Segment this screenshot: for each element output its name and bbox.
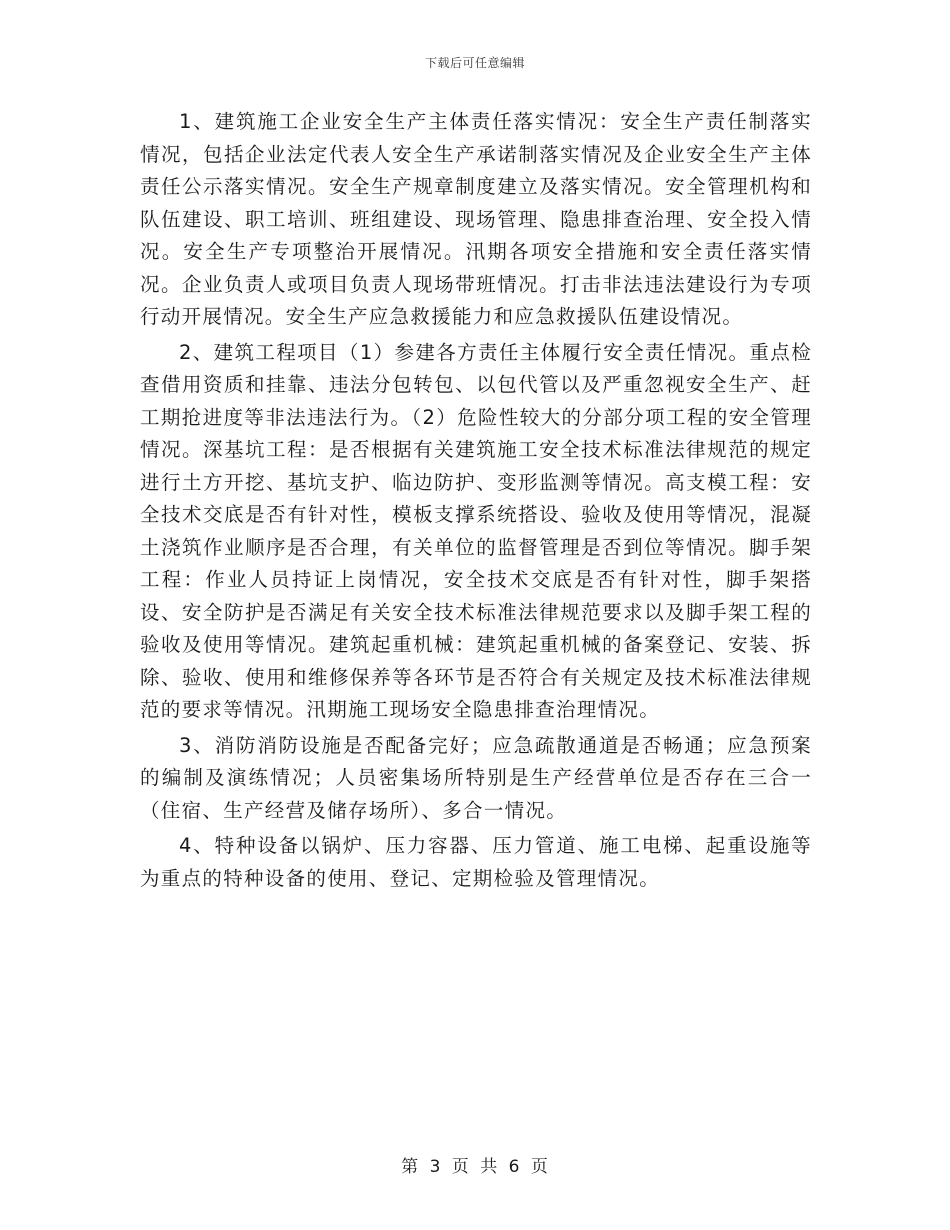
paragraph-2: 2、建筑工程项目（1）参建各方责任主体履行安全责任情况。重点检查借用资质和挂靠、违法分包转包、以包代管以及严重忽视安全生产、赶工期抢进度等非法违法行为。（2）危险性较大的分部分项工程的安全管理情况。深基坑工程：是否根据有关建筑施工安全技术标准法律规范的规定进行土方开挖、基坑支护、临边防护、变形监测等情况。高支模工程：安全技术交底是否有针对性，模板支撑系统搭设、验收及使用等情况，混凝土浇筑作业顺序是否合理，有关单位的监督管理是否到位等情况。脚手架工程：作业人员持证上岗情况，安全技术交底是否有针对性，脚手架搭设、安全防护是否满足有关安全技术标准法律规范要求以及脚手架工程的验收及使用等情况。建筑起重机械：建筑起重机械的备案登记、安装、拆除、验收、使用和维修保养等各环节是否符合有关规定及技术标准法律规范的要求等情况。汛期施工现场安全隐患排查治理情况。	[140, 340, 812, 721]
header-note: 下载后可任意编辑	[424, 56, 525, 70]
page-number-footer: 第 3 页 共 6 页	[401, 1157, 549, 1177]
paragraph-1: 1、建筑施工企业安全生产主体责任落实情况：安全生产责任制落实情况，包括企业法定代表人安全生产承诺制落实情况及企业安全生产主体责任公示落实情况。安全生产规章制度建立及落实情况。安全管理机构和队伍建设、职工培训、班组建设、现场管理、隐患排查治理、安全投入情况。安全生产专项整治开展情况。汛期各项安全措施和安全责任落实情况。企业负责人或项目负责人现场带班情况。打击非法违法建设行为专项行动开展情况。安全生产应急救援能力和应急救援队伍建设情况。	[140, 110, 812, 328]
paragraph-3: 3、消防消防设施是否配备完好；应急疏散通道是否畅通；应急预案的编制及演练情况；人员密集场所特别是生产经营单位是否存在三合一（住宿、生产经营及储存场所）、多合一情况。	[140, 733, 812, 822]
document-body	[140, 106, 812, 898]
paragraph-4: 4、特种设备以锅炉、压力容器、压力管道、施工电梯、起重设施等为重点的特种设备的使用、登记、定期检验及管理情况。	[140, 834, 812, 890]
